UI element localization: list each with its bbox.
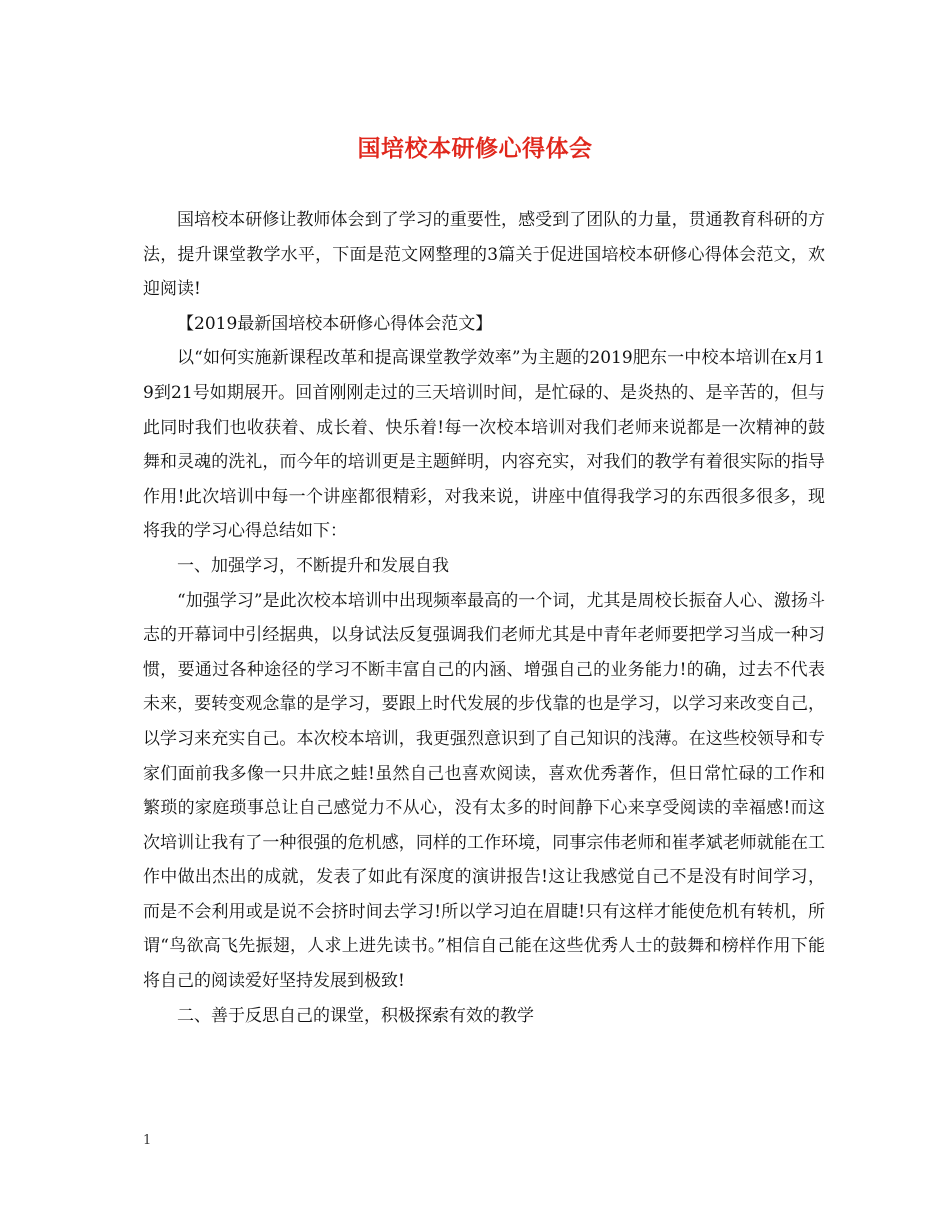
body-paragraph: “加强学习”是此次校本培训中出现频率最高的一个词，尤其是周校长振奋人心、激扬斗志的开幕词中引经据典，以身试法反复强调我们老师尤其是中青年老师要把学习当成一种习惯，要通过各种途径的学习不断丰富自己的内涵、增强自己的业务能力!的确，过去不代表未来，要转变观念靠的是学习，要跟上时代发展的步伐靠的也是学习，以学习来改变自己，以学习来充实自己。本次校本培训，我更强烈意识到了自己知识的浅薄。在这些校领导和专家们面前我多像一只井底之蛙!虽然自己也喜欢阅读，喜欢优秀著作，但日常忙碌的工作和繁琐的家庭琐事总让自己感觉力不从心，没有太多的时间静下心来享受阅读的幸福感!而这次培训让我有了一种很强的危机感，同样的工作环境，同事宗伟老师和崔孝斌老师就能在工作中做出杰出的成就，发表了如此有深度的演讲报告!这让我感觉自己不是没有时间学习，而是不会利用或是说不会挤时间去学习!所以学习迫在眉睫!只有这样才能使危机有转机，所谓“鸟欲高飞先振翅，人求上进先读书。”相信自己能在这些优秀人士的鼓舞和榜样作用下能将自己的阅读爱好坚持发展到极致! (143, 590, 825, 992)
page-title: 国培校本研修心得体会 (357, 135, 593, 162)
page-number: 1 (143, 1133, 152, 1148)
intro-paragraph: 国培校本研修让教师体会到了学习的重要性，感受到了团队的力量，贯通教育科研的方法，提升课堂教学水平，下面是范文网整理的3篇关于促进国培校本研修心得体会范文，欢迎阅读! (143, 210, 825, 300)
subsection-heading-2: 二、善于反思自己的课堂，积极探索有效的教学 (177, 1005, 534, 1026)
document-body (143, 203, 825, 1033)
subsection-heading-1: 一、加强学习，不断提升和发展自我 (177, 555, 449, 576)
section-heading: 【2019最新国培校本研修心得体会范文】 (177, 313, 493, 334)
body-paragraph: 以“如何实施新课程改革和提高课堂教学效率”为主题的2019肥东一中校本培训在x月19到21号如期展开。回首刚刚走过的三天培训时间，是忙碌的、是炎热的、是辛苦的，但与此同时我们也收获着、成长着、快乐着!每一次校本培训对我们老师来说都是一次精神的鼓舞和灵魂的洗礼，而今年的培训更是主题鲜明，内容充实，对我们的教学有着很实际的指导作用!此次培训中每一个讲座都很精彩，对我来说，讲座中值得我学习的东西很多很多，现将我的学习心得总结如下： (143, 348, 825, 542)
